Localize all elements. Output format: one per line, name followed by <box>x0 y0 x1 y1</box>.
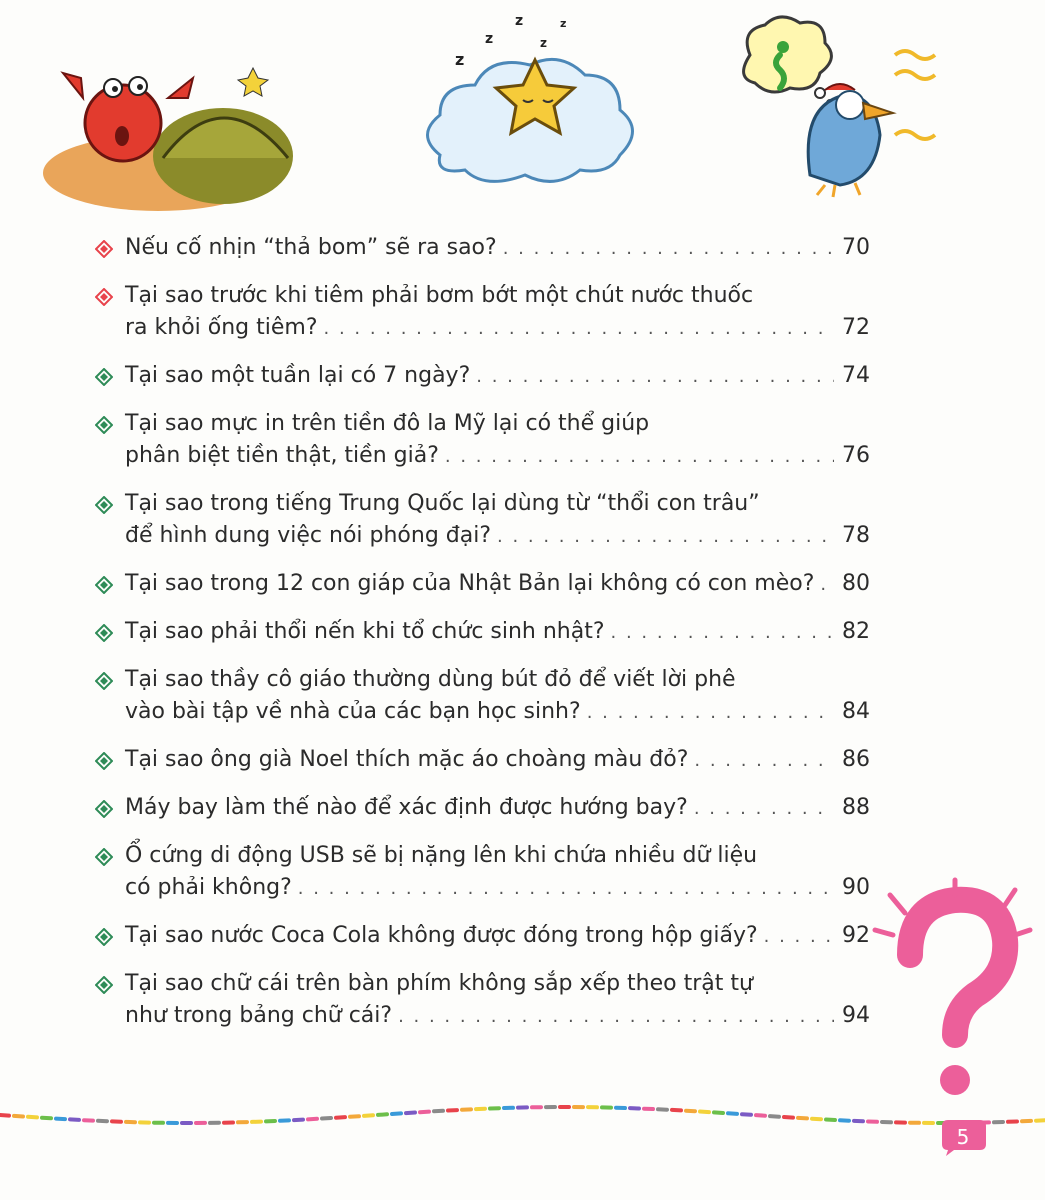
sleeping-star-illustration <box>410 5 640 205</box>
toc-entry-title: Tại sao một tuần lại có 7 ngày? <box>125 363 471 388</box>
toc-entry-title: để hình dung việc nói phóng đại? <box>125 523 492 548</box>
svg-text:z: z <box>485 31 494 47</box>
dot-leader <box>298 873 834 905</box>
toc-page-number: 94 <box>842 1003 870 1028</box>
toc-entry-title: phân biệt tiền thật, tiền giả? <box>125 443 439 468</box>
toc-entry-line <box>95 872 870 904</box>
diamond-bullet-icon <box>95 800 113 818</box>
toc-entry-line <box>95 696 870 728</box>
toc-entry-title: Tại sao phải thổi nến khi tổ chức sinh nhật? <box>125 619 605 644</box>
diamond-bullet-icon <box>95 496 113 514</box>
toc-entry-title: Tại sao ông già Noel thích mặc áo choàng màu đỏ? <box>125 747 689 772</box>
toc-entry-line <box>95 616 870 648</box>
dot-leader <box>820 569 834 601</box>
diamond-bullet-icon <box>95 672 113 690</box>
toc-entry-line <box>95 360 870 392</box>
toc-entry <box>95 280 870 344</box>
toc-page-number: 74 <box>842 363 870 388</box>
dashed-wave-decoration <box>0 1095 1045 1155</box>
dot-leader <box>694 745 834 777</box>
toc-entry-title: Máy bay làm thế nào để xác định được hướng bay? <box>125 795 688 820</box>
toc-entry-title: Tại sao trong 12 con giáp của Nhật Bản lại không có con mèo? <box>125 571 815 596</box>
toc-entry <box>95 792 870 824</box>
toc-entry-line <box>95 664 870 696</box>
toc-page-number: 78 <box>842 523 870 548</box>
toc-entry-line <box>95 840 870 872</box>
question-mark-decoration <box>870 875 1040 1110</box>
toc-entry-line <box>95 568 870 600</box>
toc-entry-line <box>95 744 870 776</box>
dot-leader <box>398 1001 834 1033</box>
toc-entry-title: có phải không? <box>125 875 292 900</box>
toc-entry <box>95 232 870 264</box>
diamond-bullet-icon <box>95 848 113 866</box>
svg-text:z: z <box>455 50 465 69</box>
toc-entry-line <box>95 520 870 552</box>
toc-entry-title: Ổ cứng di động USB sẽ bị nặng lên khi chứa nhiều dữ liệu <box>125 843 758 868</box>
diamond-bullet-icon <box>95 928 113 946</box>
toc-entry-title: Tại sao chữ cái trên bàn phím không sắp xếp theo trật tự <box>125 971 753 996</box>
toc-entry <box>95 664 870 728</box>
toc-entry <box>95 616 870 648</box>
toc-entry <box>95 840 870 904</box>
diamond-bullet-icon <box>95 288 113 306</box>
toc-entry <box>95 568 870 600</box>
diamond-bullet-icon <box>95 240 113 258</box>
dot-leader <box>324 313 834 345</box>
toc-page-number: 76 <box>842 443 870 468</box>
toc-entry-line <box>95 792 870 824</box>
toc-entry-title: Tại sao trong tiếng Trung Quốc lại dùng từ “thổi con trâu” <box>125 491 760 516</box>
toc-entry-line <box>95 488 870 520</box>
dot-leader <box>611 617 834 649</box>
diamond-bullet-icon <box>95 976 113 994</box>
toc-entry-line <box>95 920 870 952</box>
page-number-badge <box>940 1118 986 1156</box>
toc-entry-title: Tại sao trước khi tiêm phải bơm bớt một chút nước thuốc <box>125 283 754 308</box>
toc-entry-title: vào bài tập về nhà của các bạn học sinh? <box>125 699 581 724</box>
diamond-bullet-icon <box>95 416 113 434</box>
bird-illustration <box>735 15 950 205</box>
toc-entry <box>95 744 870 776</box>
toc-entry <box>95 408 870 472</box>
diamond-bullet-icon <box>95 576 113 594</box>
toc-entry-title: Tại sao nước Coca Cola không được đóng trong hộp giấy? <box>125 923 758 948</box>
svg-text:z: z <box>540 36 547 50</box>
dot-leader <box>445 441 834 473</box>
toc-entry <box>95 968 870 1032</box>
toc-entry-title: Tại sao mực in trên tiền đô la Mỹ lại có thể giúp <box>125 411 650 436</box>
toc-entry-title: ra khỏi ống tiêm? <box>125 315 318 340</box>
toc-page-number: 70 <box>842 235 870 260</box>
dot-leader <box>476 361 834 393</box>
toc-entry-line <box>95 968 870 1000</box>
toc-entry-line <box>95 408 870 440</box>
toc-entry-line <box>95 280 870 312</box>
toc-entry-line <box>95 232 870 264</box>
page-number: 5 <box>956 1125 970 1149</box>
toc-entry-line <box>95 1000 870 1032</box>
toc-page-number: 72 <box>842 315 870 340</box>
toc-page-number: 88 <box>842 795 870 820</box>
diamond-bullet-icon <box>95 752 113 770</box>
toc-page-number: 92 <box>842 923 870 948</box>
toc-entry-line <box>95 312 870 344</box>
toc-entry-title: như trong bảng chữ cái? <box>125 1003 393 1028</box>
toc-entry <box>95 488 870 552</box>
svg-text:z: z <box>560 17 567 30</box>
toc-page-number: 84 <box>842 699 870 724</box>
toc-entry-line <box>95 440 870 472</box>
toc-entry-title: Nếu cố nhịn “thả bom” sẽ ra sao? <box>125 235 497 260</box>
crab-turtle-illustration <box>38 38 298 213</box>
dot-leader <box>764 921 834 953</box>
table-of-contents <box>95 232 870 1048</box>
dot-leader <box>503 233 834 265</box>
svg-text:z: z <box>515 13 524 29</box>
diamond-bullet-icon <box>95 368 113 386</box>
toc-page-number: 90 <box>842 875 870 900</box>
toc-entry <box>95 360 870 392</box>
toc-entry-title: Tại sao thầy cô giáo thường dùng bút đỏ để viết lời phê <box>125 667 736 692</box>
dot-leader <box>587 697 834 729</box>
diamond-bullet-icon <box>95 624 113 642</box>
toc-page-number: 82 <box>842 619 870 644</box>
dot-leader <box>497 521 834 553</box>
toc-page-number: 86 <box>842 747 870 772</box>
toc-entry <box>95 920 870 952</box>
toc-page-number: 80 <box>842 571 870 596</box>
dot-leader <box>694 793 834 825</box>
